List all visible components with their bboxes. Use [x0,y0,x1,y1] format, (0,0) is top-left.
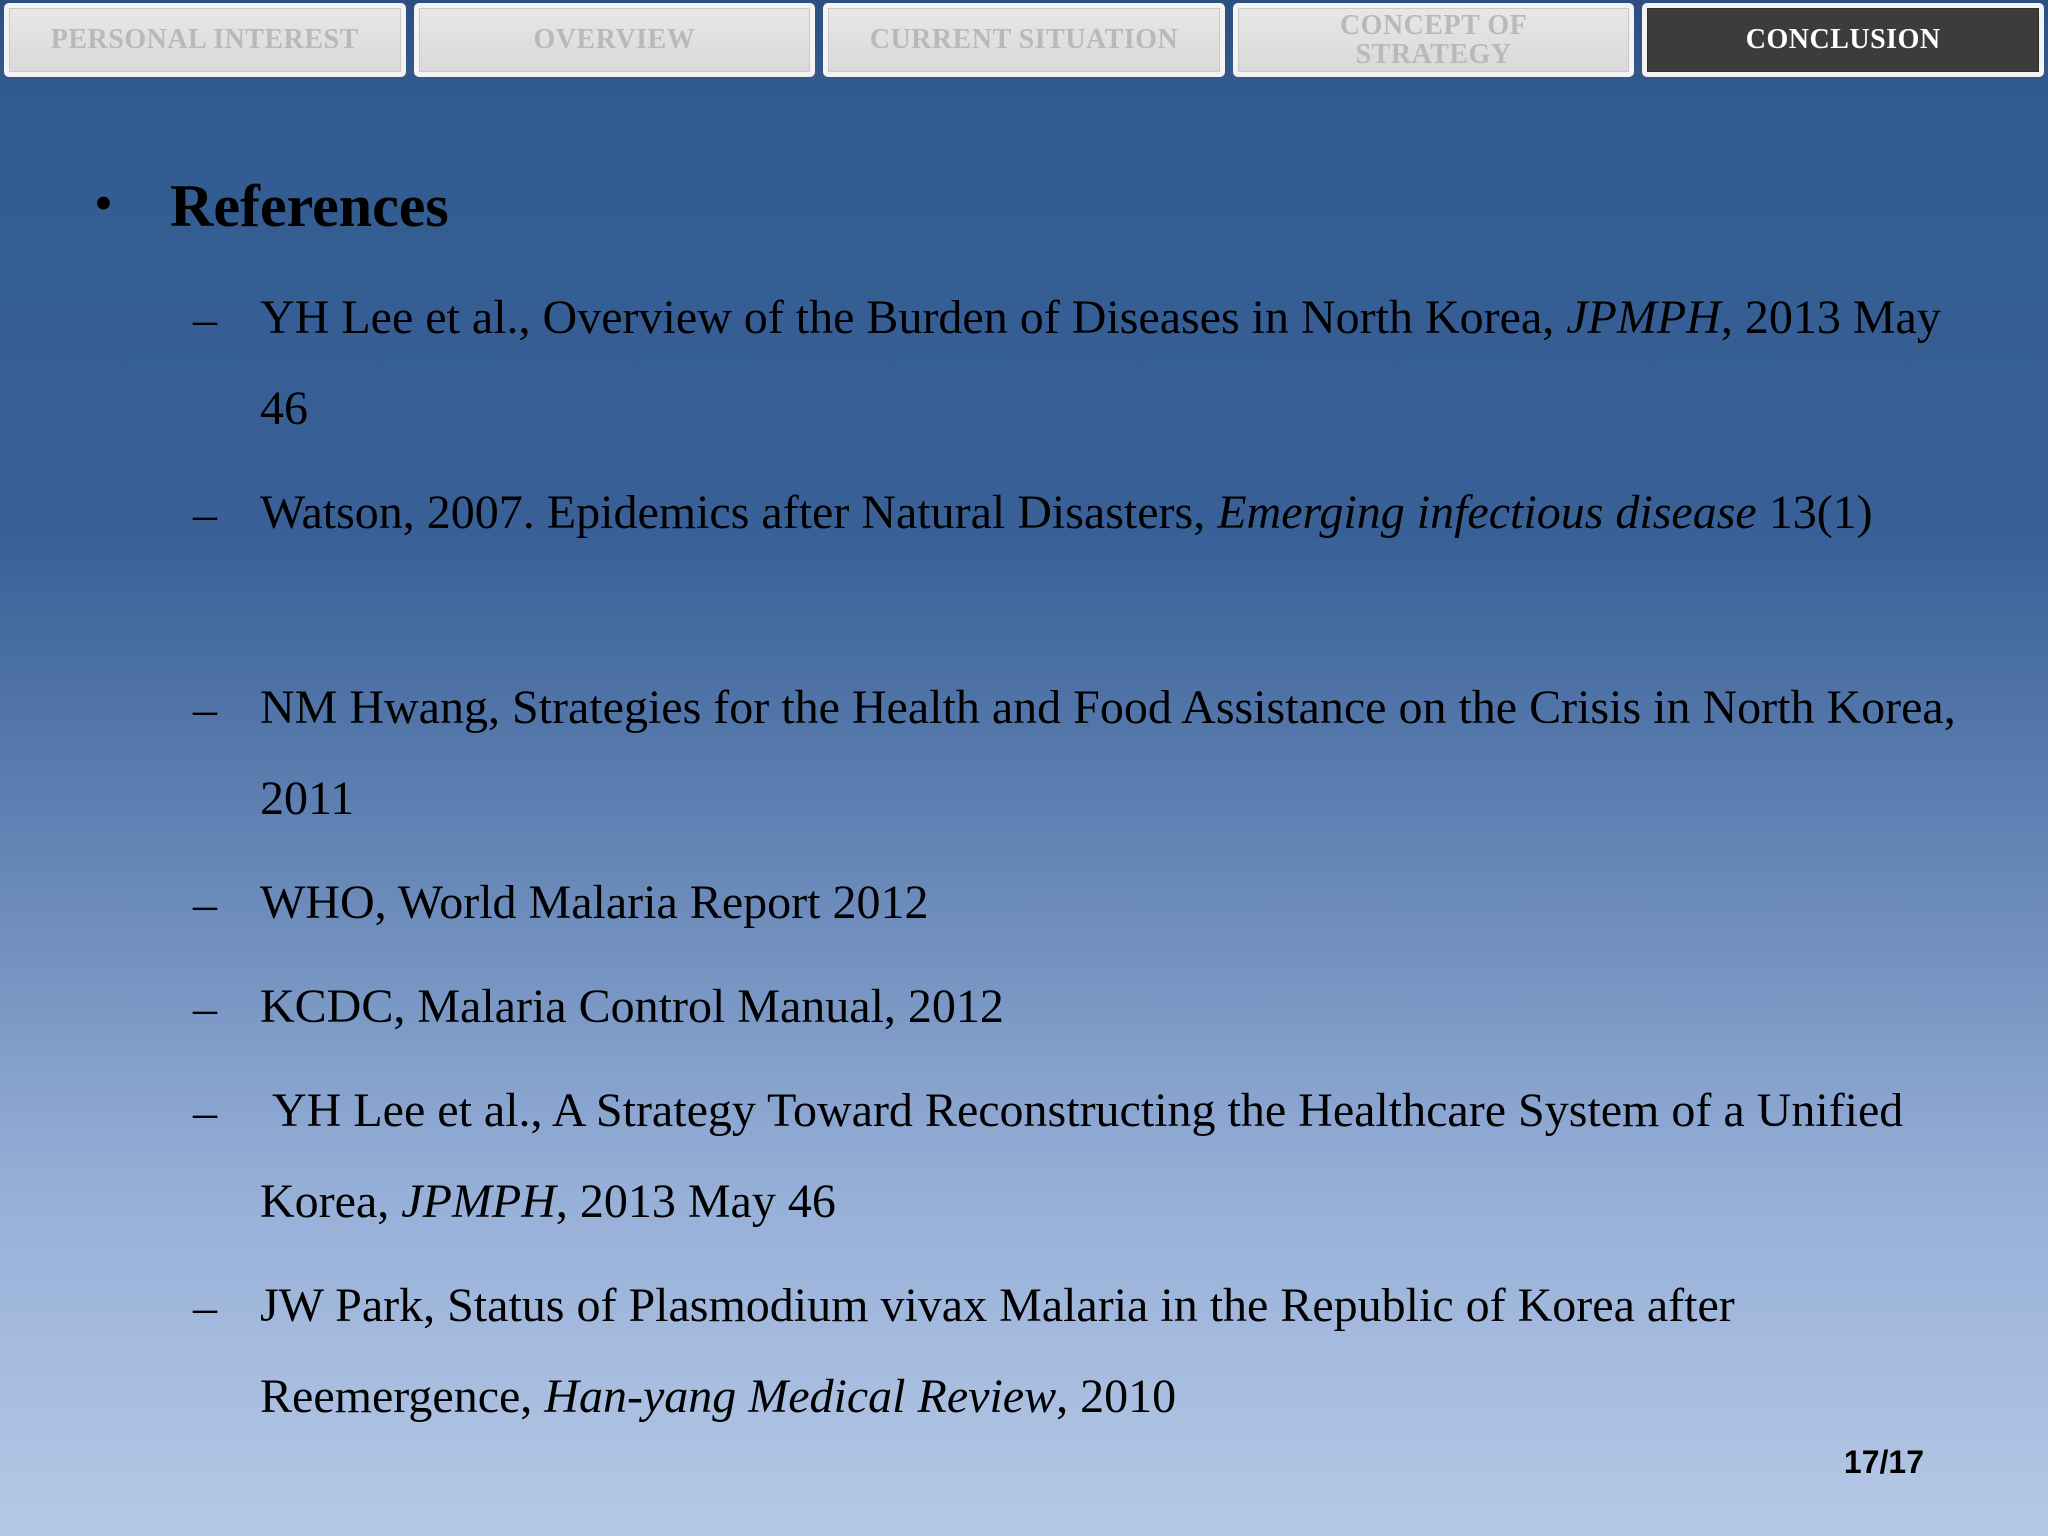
reference-text-italic: Han-yang Medical Review [544,1370,1057,1423]
tab-label: OVERVIEW [419,8,811,72]
reference-text-italic: JPMPH [401,1175,556,1228]
reference-text [260,857,1980,948]
reference-text-plain: YH Lee et al., A Strategy Toward Reconstructing the Healthcare System of a Unified Korea, [260,1084,1916,1228]
reference-text-plain: NM Hwang, Strategies for the Health and Food Assistance on the Crisis in North Korea, 2011 [260,681,1956,825]
reference-text-plain: , 2013 May 46 [555,1175,836,1228]
reference-text [260,1260,1980,1442]
reference-text-italic: Emerging infectious disease [1217,486,1757,539]
tab-label: PERSONAL INTEREST [9,8,401,72]
references-heading: References [170,173,449,239]
reference-text [260,662,1980,844]
tab-label: CONCLUSION [1647,8,2039,72]
reference-text-plain: WHO, World Malaria Report 2012 [260,876,929,929]
page-number: 17/17 [1843,1444,1924,1480]
dash-marker: – [193,878,217,931]
reference-text-plain: , 2010 [1056,1370,1177,1423]
reference-text-plain: 13(1) [1756,486,1873,539]
reference-text-plain: JW Park, Status of Plasmodium vivax Malaria in the Republic of Korea after Reemergence, [260,1279,1735,1423]
reference-text-plain: Watson, 2007. Epidemics after Natural Disasters, [260,486,1218,539]
dash-marker: – [193,1281,217,1334]
dash-marker: – [193,488,217,541]
reference-text-italic: JPMPH [1566,291,1721,344]
dash-marker: – [193,683,217,736]
reference-text-plain: KCDC, Malaria Control Manual, 2012 [260,980,1004,1033]
reference-text [260,467,1980,558]
reference-text [260,272,1980,454]
dash-marker: – [193,293,217,346]
dash-marker: – [193,1086,217,1139]
reference-text-plain: , 2013 May 46 [260,291,1941,435]
dash-marker: – [193,982,217,1035]
tab-label: CURRENT SITUATION [828,8,1220,72]
reference-text [260,1065,1980,1247]
bullet-marker: • [94,173,113,233]
reference-text-plain: YH Lee et al., Overview of the Burden of Diseases in North Korea, [260,291,1567,344]
tab-label: CONCEPT OF STRATEGY [1238,8,1630,72]
reference-text [260,961,1980,1052]
